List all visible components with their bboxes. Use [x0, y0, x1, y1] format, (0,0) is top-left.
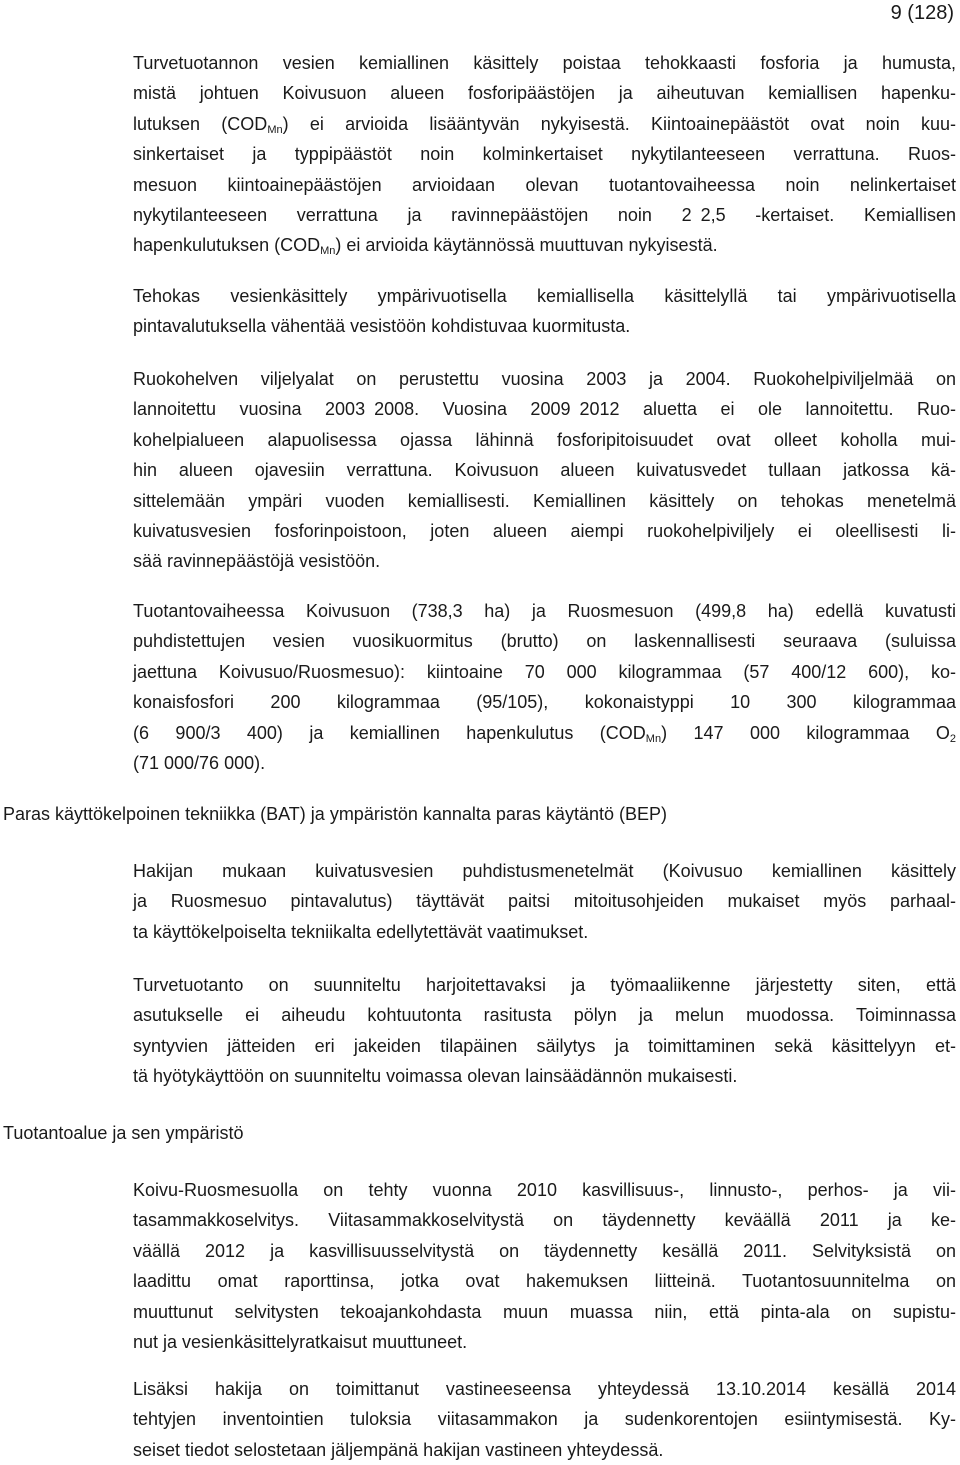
text-line: tehtyjen inventointien tuloksia viitasammakon ja sudenkorentojen esiintymisestä. Ky-: [133, 1409, 956, 1430]
text-line: asutukselle ei aiheudu kohtuutonta rasitusta pölyn ja melun muodossa. Toiminnassa: [133, 1005, 956, 1026]
text-line: Lisäksi hakija on toimittanut vastineeseensa yhteydessä 13.10.2014 kesällä 2014: [133, 1379, 956, 1399]
text-segment: lutuksen (COD: [133, 113, 268, 134]
text-line: pintavalutuksella vähentää vesistöön kohdistuvaa kuormitusta.: [133, 316, 631, 337]
text-line: (71 000/76 000).: [133, 753, 266, 774]
text-line: syntyvien jätteiden eri jakeiden tilapäinen säilytys ja toimittaminen sekä käsittelyyn et-: [133, 1035, 956, 1056]
text-segment: hapenkulutuksen (COD: [133, 235, 321, 256]
text-line: muuttunut selvitysten tekoajankohdasta muun muassa niin, että pinta-ala on supistu-: [133, 1301, 956, 1322]
text-line: kohelpialueen alapuolisessa ojassa lähinnä fosforipitoisuudet ovat olleet koholla mui-: [133, 429, 956, 450]
text-line: tasammakkoselvitys. Viitasammakkoselvitystä on täydennetty keväällä 2011 ja ke-: [133, 1210, 956, 1231]
text-line: Koivu-Ruosmesuolla on tehty vuonna 2010 kasvillisuus-, linnusto-, perhos- ja vii-: [133, 1180, 956, 1200]
text-line: sittelemään ympäri vuoden kemiallisesti. Kemiallinen käsittely on tehokas menetelmä: [133, 490, 956, 511]
paragraph-efficient-treatment: [133, 281, 956, 342]
text-line: väällä 2012 ja kasvillisuusselvitystä on täydennetty kesällä 2011. Selvityksistä on: [133, 1240, 956, 1261]
text-line: jaettuna Koivusuo/Ruosmesuo): kiintoaine 70 000 kilogrammaa (57 400/12 600), ko-: [133, 661, 956, 682]
text-line: mesuon kiintoainepäästöjen arvioidaan olevan tuotantovaiheessa noin nelinkertaiset: [133, 174, 956, 195]
text-line: Ruokohelven viljelyalat on perustettu vuosina 2003 ja 2004. Ruokohelpiviljelmää on: [133, 369, 956, 389]
text-line: sää ravinnepäästöjä vesistöön.: [133, 551, 381, 572]
text-line: ja Ruosmesuo pintavalutus) täyttävät paitsi mitoitusohjeiden mukaiset myös parhaal-: [133, 891, 956, 912]
text-line: mistä johtuen Koivusuon alueen fosforipäästöjen ja aiheutuvan kemiallisen hapenku-: [133, 83, 956, 104]
section-heading-production-area: Tuotantoalue ja sen ympäristö: [3, 1123, 244, 1143]
text-line: kuivatusvesien fosforinpoistoon, joten alueen aiempi ruokohelpiviljely ei oleellisesti li-: [133, 521, 956, 542]
text-segment: ) 147 000 kilogrammaa O: [661, 722, 950, 743]
text-line: puhdistettujen vesien vuosikuormitus (brutto) on laskennallisesti seuraava (suluissa: [133, 631, 956, 652]
text-segment: ) ei arvioida lisääntyvän nykyisestä. Kiintoainepäästöt ovat noin kuu-: [282, 113, 956, 134]
page-number: 9 (128): [890, 2, 954, 24]
subscript-mn: Mn: [320, 245, 336, 258]
paragraph-operations: [133, 970, 956, 1092]
text-segment: ) ei arvioida käytännössä muuttuvan nykyisestä.: [335, 235, 718, 256]
paragraph-inventories: [133, 1374, 956, 1465]
text-line: [133, 718, 956, 748]
text-line: lannoitettu vuosina 2003 2008. Vuosina 2009 2012 aluetta ei ole lannoitettu. Ruo-: [133, 399, 956, 420]
paragraph-treatment-methods: [133, 856, 956, 947]
text-line: sinkertaiset ja typpipäästöt noin kolminkertaiset nykytilanteeseen verrattuna. Ruos-: [133, 144, 956, 165]
text-line: Turvetuotanto on suunniteltu harjoitettavaksi ja työmaaliikenne järjestetty siten, että: [133, 975, 956, 995]
paragraph-surveys: [133, 1175, 956, 1357]
text-line: Tehokas vesienkäsittely ympärivuotisella kemiallisella käsittelyllä tai ympärivuotisella: [133, 286, 956, 306]
text-line: seiset tiedot selostetaan jäljempänä hakijan vastineen yhteydessä.: [133, 1439, 664, 1460]
subscript-2: 2: [949, 732, 956, 745]
subscript-mn: Mn: [645, 732, 662, 745]
paragraph-annual-load: [133, 596, 956, 778]
text-segment: (6 900/3 400) ja kemiallinen hapenkulutus (COD: [133, 722, 646, 743]
text-line: laadittu omat raporttinsa, jotka ovat hakemuksen liitteinä. Tuotantosuunnitelma on: [133, 1271, 956, 1292]
text-line: hin alueen ojavesiin verrattuna. Koivusuon alueen kuivatusvedet tullaan jatkossa kä-: [133, 460, 956, 481]
text-line: nykytilanteeseen verrattuna ja ravinnepäästöjen noin 2 2,5 -kertaiset. Kemiallisen: [133, 205, 956, 226]
subscript-mn: Mn: [267, 123, 283, 136]
paragraph-reed-canary-grass: [133, 364, 956, 577]
text-line: ta käyttökelpoiselta tekniikalta edellytettävät vaatimukset.: [133, 921, 589, 942]
section-heading-bat: Paras käyttökelpoinen tekniikka (BAT) ja ympäristön kannalta paras käytäntö (BEP): [3, 804, 667, 824]
text-line: Tuotantovaiheessa Koivusuon (738,3 ha) ja Ruosmesuon (499,8 ha) edellä kuvatusti: [133, 601, 956, 621]
text-line: [133, 230, 956, 260]
text-line: tä hyötykäyttöön on suunniteltu voimassa olevan lainsäädännön mukaisesti.: [133, 1066, 738, 1087]
text-line: konaisfosfori 200 kilogrammaa (95/105), kokonaistyppi 10 300 kilogrammaa: [133, 692, 956, 713]
text-line: Hakijan mukaan kuivatusvesien puhdistusmenetelmät (Koivusuo kemiallinen käsittely: [133, 861, 956, 881]
paragraph-water-treatment: [133, 48, 956, 261]
text-line: [133, 109, 956, 139]
text-line: nut ja vesienkäsittelyratkaisut muuttuneet.: [133, 1332, 468, 1353]
text-line: Turvetuotannon vesien kemiallinen käsittely poistaa tehokkaasti fosforia ja humusta,: [133, 53, 956, 73]
